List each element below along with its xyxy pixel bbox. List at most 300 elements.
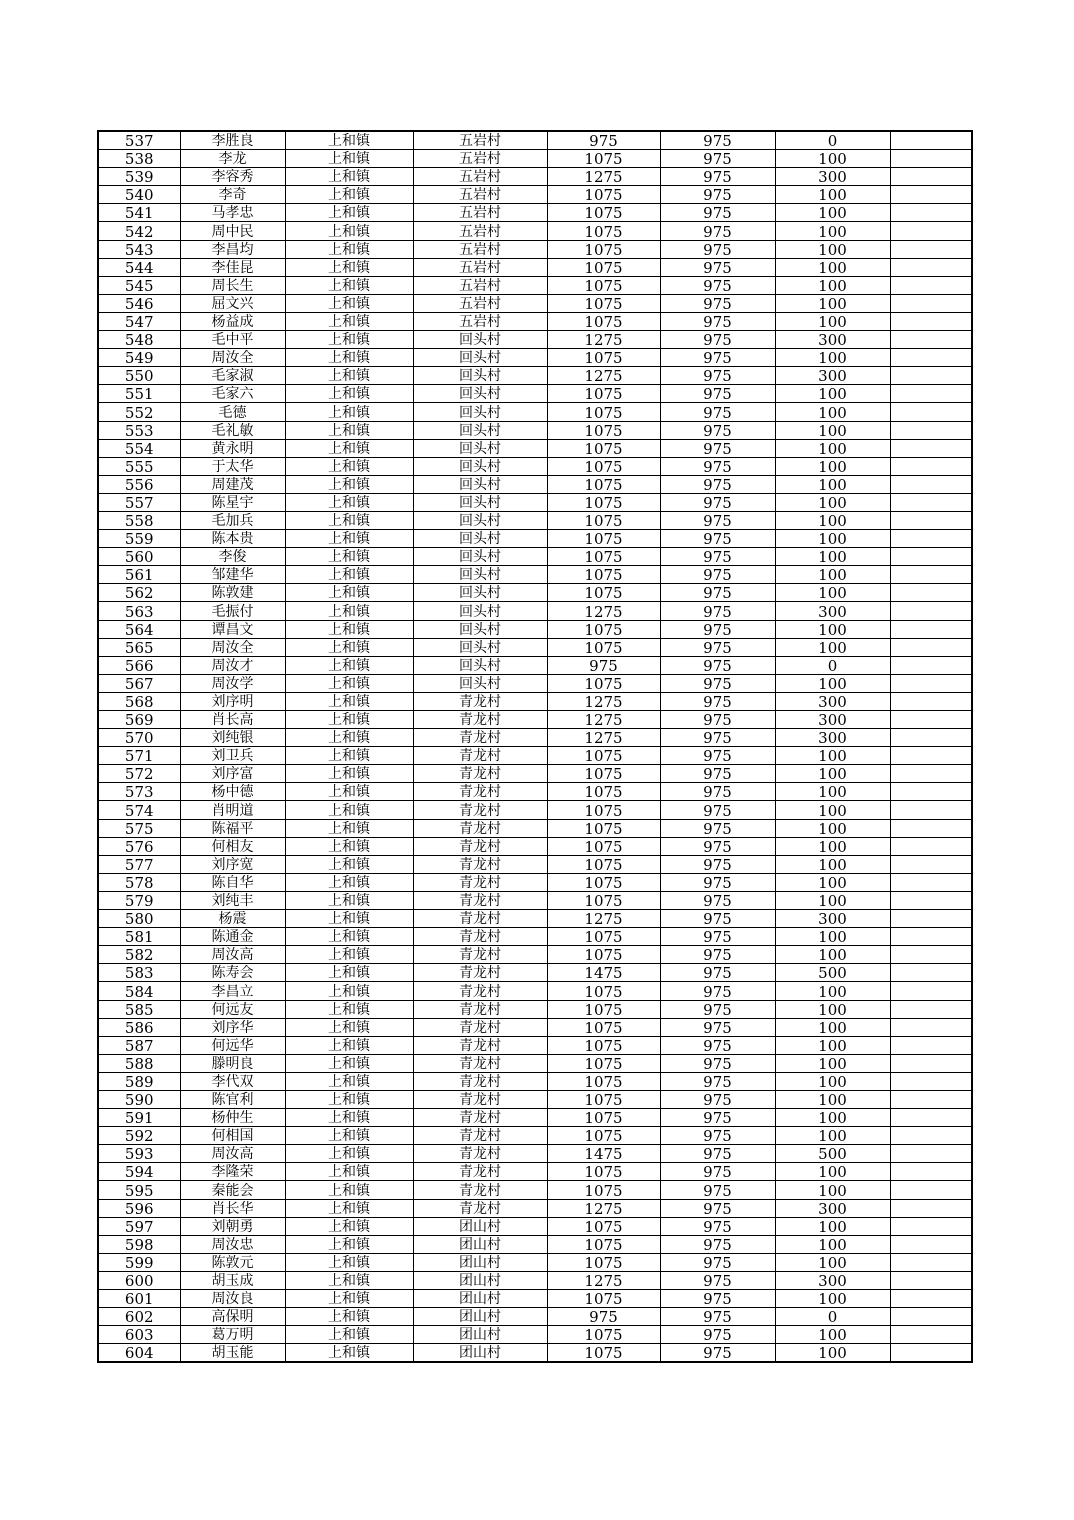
base-cell: 975 [660, 620, 775, 638]
village-cell: 青龙村 [413, 1036, 547, 1054]
name-cell: 邹建华 [180, 566, 285, 584]
town-cell: 上和镇 [285, 403, 413, 421]
note-cell [890, 1308, 972, 1326]
table-row [98, 294, 972, 312]
table-row [98, 131, 972, 150]
row-number-cell: 589 [98, 1072, 180, 1090]
difference-cell: 100 [775, 1109, 890, 1127]
difference-cell: 300 [775, 711, 890, 729]
note-cell [890, 783, 972, 801]
note-cell [890, 1036, 972, 1054]
difference-cell: 100 [775, 1290, 890, 1308]
amount-cell: 1075 [547, 584, 660, 602]
base-cell: 975 [660, 1054, 775, 1072]
difference-cell: 300 [775, 910, 890, 928]
row-number-cell: 547 [98, 312, 180, 330]
difference-cell: 100 [775, 186, 890, 204]
village-cell: 回头村 [413, 385, 547, 403]
difference-cell: 100 [775, 1163, 890, 1181]
name-cell: 周长生 [180, 276, 285, 294]
name-cell: 滕明良 [180, 1054, 285, 1072]
base-cell: 975 [660, 1326, 775, 1344]
table-row [98, 638, 972, 656]
note-cell [890, 457, 972, 475]
table-row [98, 457, 972, 475]
row-number-cell: 578 [98, 873, 180, 891]
difference-cell: 100 [775, 385, 890, 403]
row-number-cell: 591 [98, 1109, 180, 1127]
row-number-cell: 569 [98, 711, 180, 729]
note-cell [890, 1199, 972, 1217]
note-cell [890, 258, 972, 276]
amount-cell: 1075 [547, 1036, 660, 1054]
town-cell: 上和镇 [285, 711, 413, 729]
row-number-cell: 550 [98, 367, 180, 385]
table-row [98, 1090, 972, 1108]
row-number-cell: 601 [98, 1290, 180, 1308]
village-cell: 青龙村 [413, 891, 547, 909]
name-cell: 陈自华 [180, 873, 285, 891]
difference-cell: 100 [775, 1090, 890, 1108]
row-number-cell: 557 [98, 493, 180, 511]
row-number-cell: 579 [98, 891, 180, 909]
note-cell [890, 276, 972, 294]
name-cell: 高保明 [180, 1308, 285, 1326]
difference-cell: 100 [775, 258, 890, 276]
amount-cell: 1075 [547, 1253, 660, 1271]
note-cell [890, 1344, 972, 1363]
village-cell: 回头村 [413, 403, 547, 421]
row-number-cell: 583 [98, 964, 180, 982]
name-cell: 杨益成 [180, 312, 285, 330]
row-number-cell: 576 [98, 837, 180, 855]
village-cell: 五岩村 [413, 222, 547, 240]
amount-cell: 1075 [547, 294, 660, 312]
note-cell [890, 331, 972, 349]
table-row [98, 1054, 972, 1072]
name-cell: 何远华 [180, 1036, 285, 1054]
difference-cell: 0 [775, 656, 890, 674]
amount-cell: 1075 [547, 873, 660, 891]
base-cell: 975 [660, 674, 775, 692]
amount-cell: 1075 [547, 511, 660, 529]
base-cell: 975 [660, 1163, 775, 1181]
note-cell [890, 819, 972, 837]
row-number-cell: 603 [98, 1326, 180, 1344]
village-cell: 五岩村 [413, 150, 547, 168]
name-cell: 周中民 [180, 222, 285, 240]
town-cell: 上和镇 [285, 1163, 413, 1181]
base-cell: 975 [660, 222, 775, 240]
town-cell: 上和镇 [285, 240, 413, 258]
difference-cell: 100 [775, 1217, 890, 1235]
name-cell: 刘朝勇 [180, 1217, 285, 1235]
note-cell [890, 910, 972, 928]
base-cell: 975 [660, 964, 775, 982]
note-cell [890, 403, 972, 421]
row-number-cell: 602 [98, 1308, 180, 1326]
amount-cell: 1075 [547, 258, 660, 276]
amount-cell: 975 [547, 1308, 660, 1326]
note-cell [890, 729, 972, 747]
name-cell: 李佳昆 [180, 258, 285, 276]
name-cell: 李奇 [180, 186, 285, 204]
amount-cell: 1275 [547, 331, 660, 349]
row-number-cell: 572 [98, 765, 180, 783]
amount-cell: 1275 [547, 729, 660, 747]
town-cell: 上和镇 [285, 1127, 413, 1145]
name-cell: 陈通金 [180, 928, 285, 946]
table-row [98, 584, 972, 602]
base-cell: 975 [660, 747, 775, 765]
amount-cell: 1075 [547, 1090, 660, 1108]
table-row [98, 891, 972, 909]
name-cell: 周汝全 [180, 638, 285, 656]
town-cell: 上和镇 [285, 457, 413, 475]
amount-cell: 975 [547, 131, 660, 150]
difference-cell: 100 [775, 1072, 890, 1090]
row-number-cell: 596 [98, 1199, 180, 1217]
table-row [98, 801, 972, 819]
town-cell: 上和镇 [285, 331, 413, 349]
village-cell: 回头村 [413, 674, 547, 692]
village-cell: 青龙村 [413, 1199, 547, 1217]
amount-cell: 1075 [547, 620, 660, 638]
difference-cell: 100 [775, 439, 890, 457]
note-cell [890, 747, 972, 765]
town-cell: 上和镇 [285, 150, 413, 168]
amount-cell: 1075 [547, 1217, 660, 1235]
town-cell: 上和镇 [285, 222, 413, 240]
table-row [98, 1199, 972, 1217]
name-cell: 毛中平 [180, 331, 285, 349]
base-cell: 975 [660, 511, 775, 529]
name-cell: 陈本贵 [180, 530, 285, 548]
amount-cell: 1275 [547, 692, 660, 710]
name-cell: 李隆荣 [180, 1163, 285, 1181]
difference-cell: 100 [775, 222, 890, 240]
difference-cell: 300 [775, 692, 890, 710]
difference-cell: 100 [775, 946, 890, 964]
town-cell: 上和镇 [285, 910, 413, 928]
base-cell: 975 [660, 910, 775, 928]
row-number-cell: 561 [98, 566, 180, 584]
base-cell: 975 [660, 150, 775, 168]
note-cell [890, 294, 972, 312]
note-cell [890, 1326, 972, 1344]
base-cell: 975 [660, 276, 775, 294]
base-cell: 975 [660, 1090, 775, 1108]
village-cell: 青龙村 [413, 1163, 547, 1181]
town-cell: 上和镇 [285, 349, 413, 367]
village-cell: 回头村 [413, 602, 547, 620]
row-number-cell: 599 [98, 1253, 180, 1271]
difference-cell: 100 [775, 674, 890, 692]
difference-cell: 100 [775, 403, 890, 421]
name-cell: 周汝全 [180, 349, 285, 367]
note-cell [890, 1072, 972, 1090]
base-cell: 975 [660, 638, 775, 656]
table-row [98, 656, 972, 674]
village-cell: 青龙村 [413, 1054, 547, 1072]
base-cell: 975 [660, 566, 775, 584]
town-cell: 上和镇 [285, 584, 413, 602]
town-cell: 上和镇 [285, 530, 413, 548]
base-cell: 975 [660, 656, 775, 674]
table-row [98, 385, 972, 403]
amount-cell: 1075 [547, 349, 660, 367]
town-cell: 上和镇 [285, 1217, 413, 1235]
table-row [98, 222, 972, 240]
name-cell: 杨震 [180, 910, 285, 928]
village-cell: 青龙村 [413, 1181, 547, 1199]
village-cell: 回头村 [413, 421, 547, 439]
table-row [98, 674, 972, 692]
base-cell: 975 [660, 819, 775, 837]
base-cell: 975 [660, 403, 775, 421]
village-cell: 青龙村 [413, 928, 547, 946]
base-cell: 975 [660, 1308, 775, 1326]
amount-cell: 1075 [547, 1181, 660, 1199]
village-cell: 五岩村 [413, 240, 547, 258]
town-cell: 上和镇 [285, 638, 413, 656]
difference-cell: 100 [775, 548, 890, 566]
name-cell: 毛礼敏 [180, 421, 285, 439]
amount-cell: 1075 [547, 837, 660, 855]
difference-cell: 100 [775, 421, 890, 439]
name-cell: 李俊 [180, 548, 285, 566]
village-cell: 青龙村 [413, 1000, 547, 1018]
base-cell: 975 [660, 312, 775, 330]
base-cell: 975 [660, 548, 775, 566]
table-row [98, 530, 972, 548]
note-cell [890, 1018, 972, 1036]
town-cell: 上和镇 [285, 1109, 413, 1127]
note-cell [890, 765, 972, 783]
amount-cell: 1075 [547, 1163, 660, 1181]
row-number-cell: 568 [98, 692, 180, 710]
amount-cell: 1075 [547, 1235, 660, 1253]
name-cell: 陈敦建 [180, 584, 285, 602]
difference-cell: 300 [775, 331, 890, 349]
difference-cell: 100 [775, 530, 890, 548]
row-number-cell: 537 [98, 131, 180, 150]
village-cell: 回头村 [413, 457, 547, 475]
base-cell: 975 [660, 982, 775, 1000]
difference-cell: 500 [775, 1145, 890, 1163]
name-cell: 周汝才 [180, 656, 285, 674]
name-cell: 陈官利 [180, 1090, 285, 1108]
town-cell: 上和镇 [285, 1145, 413, 1163]
note-cell [890, 891, 972, 909]
town-cell: 上和镇 [285, 1072, 413, 1090]
row-number-cell: 582 [98, 946, 180, 964]
note-cell [890, 1217, 972, 1235]
village-cell: 回头村 [413, 656, 547, 674]
town-cell: 上和镇 [285, 620, 413, 638]
village-cell: 回头村 [413, 367, 547, 385]
base-cell: 975 [660, 186, 775, 204]
note-cell [890, 692, 972, 710]
name-cell: 刘纯银 [180, 729, 285, 747]
base-cell: 975 [660, 1199, 775, 1217]
difference-cell: 100 [775, 783, 890, 801]
amount-cell: 1275 [547, 711, 660, 729]
town-cell: 上和镇 [285, 1036, 413, 1054]
difference-cell: 100 [775, 1018, 890, 1036]
difference-cell: 100 [775, 511, 890, 529]
note-cell [890, 186, 972, 204]
base-cell: 975 [660, 1217, 775, 1235]
town-cell: 上和镇 [285, 1235, 413, 1253]
row-number-cell: 540 [98, 186, 180, 204]
amount-cell: 1075 [547, 1109, 660, 1127]
amount-cell: 1275 [547, 168, 660, 186]
table-row [98, 855, 972, 873]
table-row [98, 204, 972, 222]
row-number-cell: 549 [98, 349, 180, 367]
table-row [98, 747, 972, 765]
town-cell: 上和镇 [285, 964, 413, 982]
row-number-cell: 571 [98, 747, 180, 765]
amount-cell: 1075 [547, 385, 660, 403]
row-number-cell: 592 [98, 1127, 180, 1145]
town-cell: 上和镇 [285, 258, 413, 276]
difference-cell: 100 [775, 1000, 890, 1018]
difference-cell: 100 [775, 294, 890, 312]
name-cell: 毛加兵 [180, 511, 285, 529]
row-number-cell: 551 [98, 385, 180, 403]
village-cell: 青龙村 [413, 982, 547, 1000]
difference-cell: 100 [775, 765, 890, 783]
village-cell: 回头村 [413, 530, 547, 548]
table-row [98, 1290, 972, 1308]
town-cell: 上和镇 [285, 982, 413, 1000]
table-row [98, 783, 972, 801]
difference-cell: 100 [775, 855, 890, 873]
table-row [98, 439, 972, 457]
name-cell: 周汝高 [180, 946, 285, 964]
note-cell [890, 548, 972, 566]
note-cell [890, 1271, 972, 1289]
base-cell: 975 [660, 349, 775, 367]
note-cell [890, 439, 972, 457]
name-cell: 刘序华 [180, 1018, 285, 1036]
difference-cell: 100 [775, 493, 890, 511]
table-row [98, 493, 972, 511]
row-number-cell: 544 [98, 258, 180, 276]
row-number-cell: 542 [98, 222, 180, 240]
amount-cell: 1475 [547, 1145, 660, 1163]
row-number-cell: 590 [98, 1090, 180, 1108]
town-cell: 上和镇 [285, 475, 413, 493]
amount-cell: 1075 [547, 457, 660, 475]
town-cell: 上和镇 [285, 493, 413, 511]
table-row [98, 186, 972, 204]
row-number-cell: 600 [98, 1271, 180, 1289]
note-cell [890, 222, 972, 240]
table-row [98, 403, 972, 421]
village-cell: 青龙村 [413, 855, 547, 873]
amount-cell: 1075 [547, 493, 660, 511]
row-number-cell: 558 [98, 511, 180, 529]
village-cell: 青龙村 [413, 1127, 547, 1145]
village-cell: 回头村 [413, 584, 547, 602]
village-cell: 青龙村 [413, 1018, 547, 1036]
base-cell: 975 [660, 602, 775, 620]
name-cell: 刘卫兵 [180, 747, 285, 765]
table-row [98, 1308, 972, 1326]
table-row [98, 692, 972, 710]
difference-cell: 100 [775, 475, 890, 493]
row-number-cell: 584 [98, 982, 180, 1000]
amount-cell: 1075 [547, 530, 660, 548]
village-cell: 青龙村 [413, 946, 547, 964]
village-cell: 青龙村 [413, 1145, 547, 1163]
row-number-cell: 586 [98, 1018, 180, 1036]
row-number-cell: 539 [98, 168, 180, 186]
note-cell [890, 982, 972, 1000]
amount-cell: 1075 [547, 204, 660, 222]
difference-cell: 500 [775, 964, 890, 982]
table-row [98, 819, 972, 837]
difference-cell: 100 [775, 891, 890, 909]
difference-cell: 100 [775, 240, 890, 258]
row-number-cell: 546 [98, 294, 180, 312]
row-number-cell: 585 [98, 1000, 180, 1018]
amount-cell: 1075 [547, 1326, 660, 1344]
name-cell: 刘序宽 [180, 855, 285, 873]
town-cell: 上和镇 [285, 439, 413, 457]
note-cell [890, 638, 972, 656]
village-cell: 回头村 [413, 566, 547, 584]
table-row [98, 1072, 972, 1090]
base-cell: 975 [660, 1235, 775, 1253]
row-number-cell: 563 [98, 602, 180, 620]
name-cell: 何相友 [180, 837, 285, 855]
row-number-cell: 543 [98, 240, 180, 258]
table-row [98, 910, 972, 928]
amount-cell: 1075 [547, 1054, 660, 1072]
name-cell: 肖明道 [180, 801, 285, 819]
note-cell [890, 946, 972, 964]
town-cell: 上和镇 [285, 312, 413, 330]
note-cell [890, 511, 972, 529]
row-number-cell: 560 [98, 548, 180, 566]
note-cell [890, 711, 972, 729]
difference-cell: 100 [775, 457, 890, 475]
base-cell: 975 [660, 1344, 775, 1363]
town-cell: 上和镇 [285, 1090, 413, 1108]
amount-cell: 1075 [547, 439, 660, 457]
note-cell [890, 964, 972, 982]
village-cell: 五岩村 [413, 131, 547, 150]
base-cell: 975 [660, 493, 775, 511]
village-cell: 回头村 [413, 349, 547, 367]
table-row [98, 602, 972, 620]
name-cell: 毛家淑 [180, 367, 285, 385]
note-cell [890, 801, 972, 819]
amount-cell: 1075 [547, 891, 660, 909]
amount-cell: 1075 [547, 801, 660, 819]
village-cell: 五岩村 [413, 312, 547, 330]
table-row [98, 1163, 972, 1181]
difference-cell: 100 [775, 801, 890, 819]
base-cell: 975 [660, 1036, 775, 1054]
table-row [98, 837, 972, 855]
name-cell: 刘纯丰 [180, 891, 285, 909]
difference-cell: 100 [775, 873, 890, 891]
